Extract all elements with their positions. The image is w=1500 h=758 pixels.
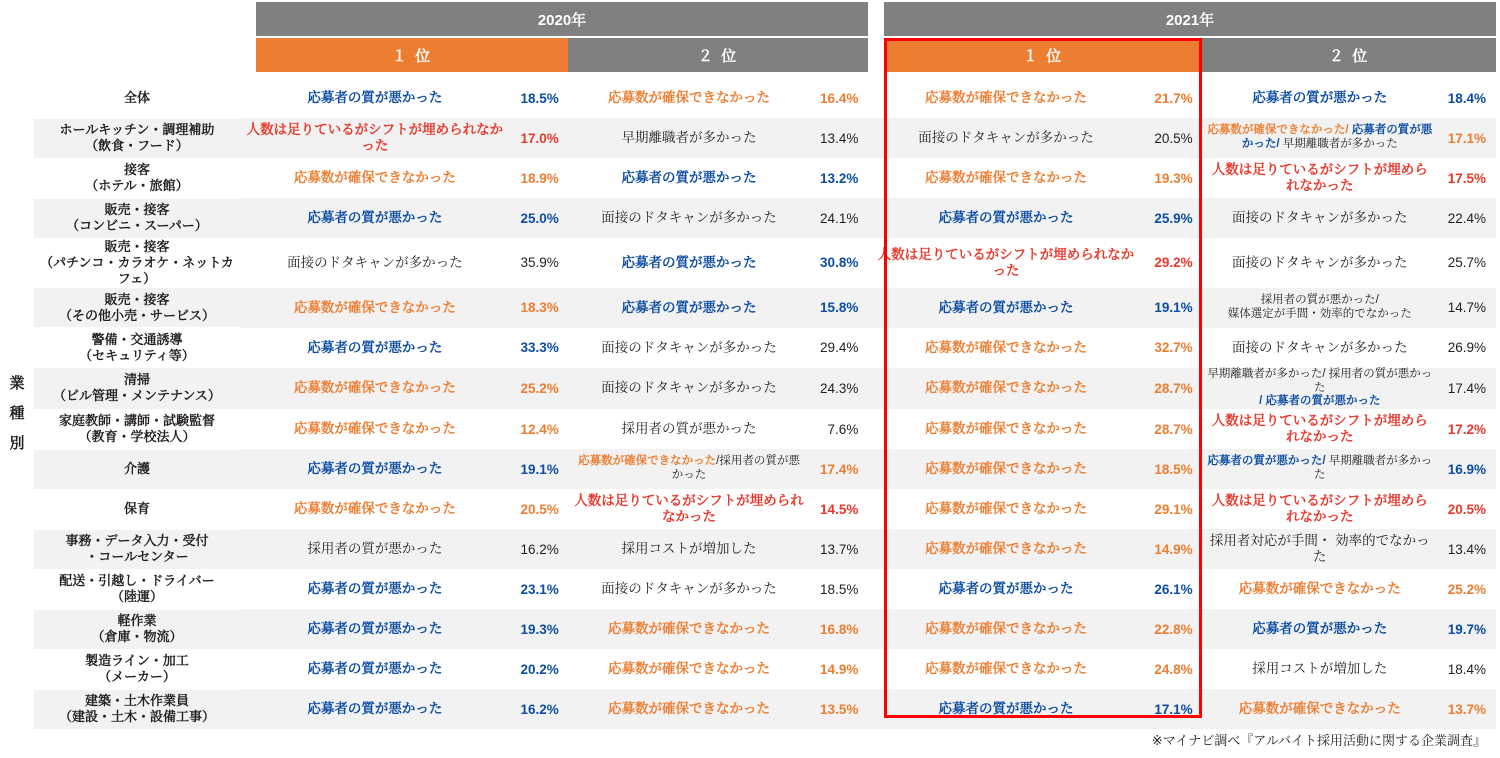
cell-2020-rank1-percent: 23.1% bbox=[520, 581, 559, 597]
table-row bbox=[34, 118, 1496, 158]
row-label: 販売・接客 （その他小売・サービス） bbox=[34, 288, 240, 328]
cell-2021-rank1-label: 応募数が確保できなかった bbox=[924, 501, 1087, 517]
subheader-2021-rank2: ２ 位 bbox=[1202, 38, 1496, 72]
cell-2021-rank2-label: 応募者の質が悪かった bbox=[1203, 609, 1437, 649]
cell-2020-rank2-percent: 7.6% bbox=[827, 421, 859, 437]
cell-2020-rank2-percent: 13.2% bbox=[820, 170, 859, 186]
cell-2020-rank2-label: 応募者の質が悪かった bbox=[621, 254, 757, 270]
cell-2020-rank1-label: 応募数が確保できなかった bbox=[293, 501, 456, 517]
cell-2021-rank1-label: 人数は足りているがシフトが埋められなかった bbox=[877, 246, 1135, 278]
cell-2021-rank2-percent: 18.4% bbox=[1447, 90, 1486, 106]
cell-2020-rank1-label: 応募数が確保できなかった bbox=[293, 421, 456, 437]
cell-2021-rank1-percent: 21.7% bbox=[1154, 90, 1193, 106]
table-row bbox=[34, 198, 1496, 238]
cell-2021-rank1-label: 応募者の質が悪かった bbox=[868, 198, 1143, 238]
cell-2021-rank1-percent: 18.5% bbox=[1144, 449, 1203, 489]
cell-2021-rank2-label: 人数は足りているがシフトが埋められなかった bbox=[1211, 412, 1428, 445]
axis-label-gyo: 業 bbox=[9, 375, 25, 392]
row-label: 保育 bbox=[34, 489, 240, 529]
cell-2020-rank2-label: 採用者の質が悪かった bbox=[621, 421, 757, 437]
table-row bbox=[34, 689, 1496, 729]
table-row bbox=[34, 609, 1496, 649]
cell-2021-rank2-label: 面接のドタキャンが多かった bbox=[1232, 254, 1408, 270]
table-row bbox=[34, 288, 1496, 328]
cell-2021-rank2-percent: 14.7% bbox=[1437, 288, 1496, 328]
cell-2020-rank1-label: 応募数が確保できなかった bbox=[293, 169, 456, 185]
cell-2021-rank1-percent: 32.7% bbox=[1154, 340, 1193, 356]
table-row bbox=[34, 569, 1496, 609]
cell-2020-rank1-percent: 18.9% bbox=[520, 170, 559, 186]
cell-2021-rank1-label: 応募数が確保できなかった bbox=[924, 661, 1087, 677]
table-row bbox=[34, 158, 1496, 198]
axis-label-shu: 種 bbox=[9, 405, 25, 422]
row-label: 清掃 （ビル管理・メンテナンス） bbox=[34, 368, 240, 409]
cell-2021-rank1-percent: 22.8% bbox=[1144, 609, 1203, 649]
cell-2021-rank2-percent: 13.7% bbox=[1437, 689, 1496, 729]
cell-2020-rank2-percent: 15.8% bbox=[809, 288, 868, 328]
cell-2020-rank2-percent: 14.5% bbox=[820, 501, 859, 517]
cell-2020-rank2-label: 人数は足りているがシフトが埋められなかった bbox=[574, 492, 804, 525]
cell-2020-rank1-percent: 25.0% bbox=[510, 198, 569, 238]
cell-2020-rank1-label: 応募者の質が悪かった bbox=[240, 449, 510, 489]
cell-2021-rank2-label: 人数は足りているがシフトが埋められなかった bbox=[1211, 161, 1428, 193]
cell-2020-rank2-percent: 13.7% bbox=[809, 529, 868, 569]
cell-2021-rank2-percent: 26.9% bbox=[1447, 340, 1486, 356]
row-label: 家庭教師・講師・試験監督 （教育・学校法人） bbox=[34, 409, 240, 449]
cell-2021-rank1-label: 応募数が確保できなかった bbox=[924, 169, 1087, 185]
table-row bbox=[34, 328, 1496, 368]
row-label: 製造ライン・加工 （メーカー） bbox=[34, 649, 240, 689]
cell-2020-rank1-label: 応募者の質が悪かった bbox=[307, 89, 443, 105]
cell-2021-rank1-label: 応募者の質が悪かった bbox=[938, 581, 1074, 597]
row-label: 販売・接客 （コンビニ・スーパー） bbox=[34, 198, 240, 238]
cell-2020-rank2-label: 応募数が確保できなかった bbox=[569, 609, 810, 649]
table-row bbox=[34, 238, 1496, 288]
cell-2021-rank2-percent: 17.1% bbox=[1437, 118, 1496, 158]
cell-2021-rank2-label: 面接のドタキャンが多かった bbox=[1232, 339, 1408, 355]
cell-2020-rank2-percent: 16.4% bbox=[820, 90, 859, 106]
cell-2021-rank1-percent: 25.9% bbox=[1144, 198, 1203, 238]
cell-2020-rank2-percent: 24.1% bbox=[809, 198, 868, 238]
cell-2021-rank2-percent: 25.7% bbox=[1447, 255, 1486, 271]
cell-2021-rank2-percent: 17.2% bbox=[1447, 421, 1486, 437]
row-label: 販売・接客 （パチンコ・カラオケ・ネットカフェ） bbox=[34, 238, 240, 288]
cell-2020-rank1-label: 面接のドタキャンが多かった bbox=[287, 254, 463, 270]
cell-2020-rank1-label: 応募者の質が悪かった bbox=[307, 339, 443, 355]
table-row bbox=[34, 449, 1496, 489]
row-label: 建築・土木作業員 （建設・土木・設備工事） bbox=[34, 689, 240, 729]
cell-2021-rank2-label: 応募数が確保できなかった/ 応募者の質が悪かった/ 早期離職者が多かった bbox=[1203, 118, 1437, 158]
cell-2021-rank2-percent: 20.5% bbox=[1447, 501, 1486, 517]
cell-2020-rank1-label: 応募者の質が悪かった bbox=[240, 609, 510, 649]
cell-2020-rank1-label: 応募者の質が悪かった bbox=[307, 581, 443, 597]
row-label: 事務・データ入力・受付 ・コールセンター bbox=[34, 529, 240, 569]
cell-2021-rank2-label: 応募数が確保できなかった bbox=[1238, 581, 1401, 597]
cell-2021-rank2-percent: 25.2% bbox=[1447, 581, 1486, 597]
cell-2020-rank2-label: 面接のドタキャンが多かった bbox=[601, 581, 777, 597]
cell-2020-rank2-label: 面接のドタキャンが多かった bbox=[569, 368, 810, 409]
cell-2021-rank2-label: 採用者の質が悪かった/ 媒体選定が手間・効率的でなかった bbox=[1203, 288, 1437, 328]
cell-2020-rank1-percent: 19.3% bbox=[510, 609, 569, 649]
cell-2020-rank2-percent: 16.8% bbox=[809, 609, 868, 649]
row-label: 軽作業 （倉庫・物流） bbox=[34, 609, 240, 649]
cell-2020-rank1-percent: 17.0% bbox=[510, 118, 569, 158]
cell-2020-rank2-label: 応募者の質が悪かった bbox=[569, 288, 810, 328]
table-row bbox=[34, 368, 1496, 409]
cell-2021-rank2-percent: 17.4% bbox=[1437, 368, 1496, 409]
cell-2020-rank1-percent: 19.1% bbox=[510, 449, 569, 489]
cell-2020-rank2-percent: 30.8% bbox=[820, 255, 859, 271]
cell-2021-rank1-label: 応募数が確保できなかった bbox=[924, 89, 1087, 105]
cell-2021-rank1-label: 応募者の質が悪かった bbox=[868, 689, 1143, 729]
cell-2020-rank1-label: 採用者の質が悪かった bbox=[240, 529, 510, 569]
data-table bbox=[34, 78, 1496, 730]
cell-2021-rank2-percent: 19.7% bbox=[1437, 609, 1496, 649]
cell-2021-rank2-label: 人数は足りているがシフトが埋められなかった bbox=[1211, 492, 1428, 525]
cell-2020-rank2-label: 応募者の質が悪かった bbox=[621, 169, 757, 185]
cell-2020-rank2-percent: 13.4% bbox=[809, 118, 868, 158]
cell-2021-rank2-percent: 13.4% bbox=[1437, 529, 1496, 569]
cell-2020-rank1-percent: 33.3% bbox=[520, 340, 559, 356]
cell-2020-rank2-percent: 17.4% bbox=[809, 449, 868, 489]
cell-2020-rank2-label: 応募数が確保できなかった bbox=[569, 689, 810, 729]
cell-2020-rank1-label: 応募数が確保できなかった bbox=[240, 368, 510, 409]
cell-2020-rank2-percent: 13.5% bbox=[809, 689, 868, 729]
cell-2020-rank1-label: 応募者の質が悪かった bbox=[240, 689, 510, 729]
cell-2020-rank1-percent: 25.2% bbox=[510, 368, 569, 409]
cell-2020-rank2-label: 早期離職者が多かった bbox=[569, 118, 810, 158]
row-label: 警備・交通誘導 （セキュリティ等） bbox=[34, 328, 240, 368]
cell-2020-rank1-percent: 20.2% bbox=[520, 661, 559, 677]
cell-2020-rank2-percent: 29.4% bbox=[820, 340, 859, 356]
row-label: 全体 bbox=[34, 78, 240, 118]
table-row bbox=[34, 649, 1496, 689]
cell-2020-rank2-label: 応募数が確保できなかった bbox=[608, 89, 771, 105]
cell-2021-rank1-percent: 14.9% bbox=[1144, 529, 1203, 569]
cell-2020-rank2-percent: 14.9% bbox=[820, 661, 859, 677]
cell-2021-rank1-percent: 20.5% bbox=[1144, 118, 1203, 158]
cell-2021-rank2-label: 採用コストが増加した bbox=[1252, 661, 1388, 677]
source-note: ※マイナビ調べ『アルバイト採用活動に関する企業調査』 bbox=[1151, 733, 1486, 748]
cell-2021-rank1-percent: 26.1% bbox=[1154, 581, 1193, 597]
subheader-2020-rank2: ２ 位 bbox=[568, 38, 868, 72]
cell-2021-rank2-label: 採用者対応が手間・ 効率的でなかった bbox=[1203, 529, 1437, 569]
cell-2021-rank2-label: 応募数が確保できなかった bbox=[1203, 689, 1437, 729]
cell-2020-rank2-percent: 18.5% bbox=[820, 581, 859, 597]
cell-2021-rank2-percent: 18.4% bbox=[1447, 661, 1486, 677]
cell-2021-rank1-percent: 28.7% bbox=[1154, 421, 1193, 437]
cell-2021-rank1-percent: 29.1% bbox=[1154, 501, 1193, 517]
cell-2020-rank1-percent: 16.2% bbox=[510, 529, 569, 569]
cell-2021-rank2-label: 面接のドタキャンが多かった bbox=[1203, 198, 1437, 238]
cell-2021-rank1-label: 応募数が確保できなかった bbox=[924, 421, 1087, 437]
cell-2020-rank1-label: 応募数が確保できなかった bbox=[240, 288, 510, 328]
cell-2020-rank1-label: 人数は足りているがシフトが埋められなかった bbox=[240, 118, 510, 158]
cell-2021-rank1-percent: 19.1% bbox=[1144, 288, 1203, 328]
cell-2021-rank2-percent: 16.9% bbox=[1437, 449, 1496, 489]
group-header-2020: 2020年 bbox=[256, 2, 868, 36]
cell-2021-rank1-label: 応募者の質が悪かった bbox=[868, 288, 1143, 328]
cell-2021-rank1-label: 応募数が確保できなかった bbox=[868, 368, 1143, 409]
cell-2021-rank2-percent: 22.4% bbox=[1437, 198, 1496, 238]
cell-2020-rank1-percent: 20.5% bbox=[520, 501, 559, 517]
cell-2020-rank1-percent: 18.3% bbox=[510, 288, 569, 328]
cell-2021-rank2-label: 早期離職者が多かった/ 採用者の質が悪かった / 応募者の質が悪かった bbox=[1203, 368, 1437, 409]
cell-2021-rank1-label: 応募数が確保できなかった bbox=[868, 609, 1143, 649]
axis-label-betsu: 別 bbox=[9, 435, 25, 452]
subheader-2020-rank1: １ 位 bbox=[256, 38, 568, 72]
cell-2021-rank1-label: 応募数が確保できなかった bbox=[868, 529, 1143, 569]
table-row bbox=[34, 409, 1496, 449]
cell-2021-rank1-percent: 24.8% bbox=[1154, 661, 1193, 677]
row-label: 介護 bbox=[34, 449, 240, 489]
cell-2020-rank1-percent: 12.4% bbox=[520, 421, 559, 437]
cell-2020-rank1-label: 応募者の質が悪かった bbox=[240, 198, 510, 238]
row-label: 配送・引越し・ドライバー （陸運） bbox=[34, 569, 240, 609]
cell-2020-rank2-label: 応募数が確保できなかった bbox=[608, 661, 771, 677]
cell-2020-rank1-percent: 18.5% bbox=[520, 90, 559, 106]
table-row bbox=[34, 489, 1496, 529]
cell-2020-rank1-percent: 16.2% bbox=[510, 689, 569, 729]
cell-2021-rank1-percent: 28.7% bbox=[1144, 368, 1203, 409]
cell-2021-rank2-percent: 17.5% bbox=[1447, 170, 1486, 186]
cell-2021-rank2-label: 応募者の質が悪かった bbox=[1252, 89, 1388, 105]
cell-2021-rank1-label: 応募数が確保できなかった bbox=[868, 449, 1143, 489]
subheader-2021-rank1: １ 位 bbox=[884, 38, 1202, 72]
cell-2020-rank1-label: 応募者の質が悪かった bbox=[307, 661, 443, 677]
cell-2020-rank2-label: 面接のドタキャンが多かった bbox=[569, 198, 810, 238]
cell-2021-rank1-label: 応募数が確保できなかった bbox=[924, 339, 1087, 355]
row-label: ホールキッチン・調理補助 （飲食・フード） bbox=[34, 118, 240, 158]
cell-2021-rank1-percent: 19.3% bbox=[1154, 170, 1193, 186]
row-label: 接客 （ホテル・旅館） bbox=[34, 158, 240, 198]
cell-2020-rank2-percent: 24.3% bbox=[809, 368, 868, 409]
cell-2021-rank1-percent: 29.2% bbox=[1154, 255, 1193, 271]
table-row bbox=[34, 529, 1496, 569]
cell-2021-rank2-label: 応募者の質が悪かった/ 早期離職者が多かった bbox=[1203, 449, 1437, 489]
cell-2021-rank1-percent: 17.1% bbox=[1144, 689, 1203, 729]
cell-2021-rank1-label: 面接のドタキャンが多かった bbox=[868, 118, 1143, 158]
group-header-2021: 2021年 bbox=[884, 2, 1496, 36]
table-row bbox=[34, 78, 1496, 118]
cell-2020-rank2-label: 採用コストが増加した bbox=[569, 529, 810, 569]
cell-2020-rank2-label: 応募数が確保できなかった/採用者の質が悪 かった bbox=[569, 449, 810, 489]
cell-2020-rank1-percent: 35.9% bbox=[520, 255, 559, 271]
cell-2020-rank2-label: 面接のドタキャンが多かった bbox=[601, 339, 777, 355]
